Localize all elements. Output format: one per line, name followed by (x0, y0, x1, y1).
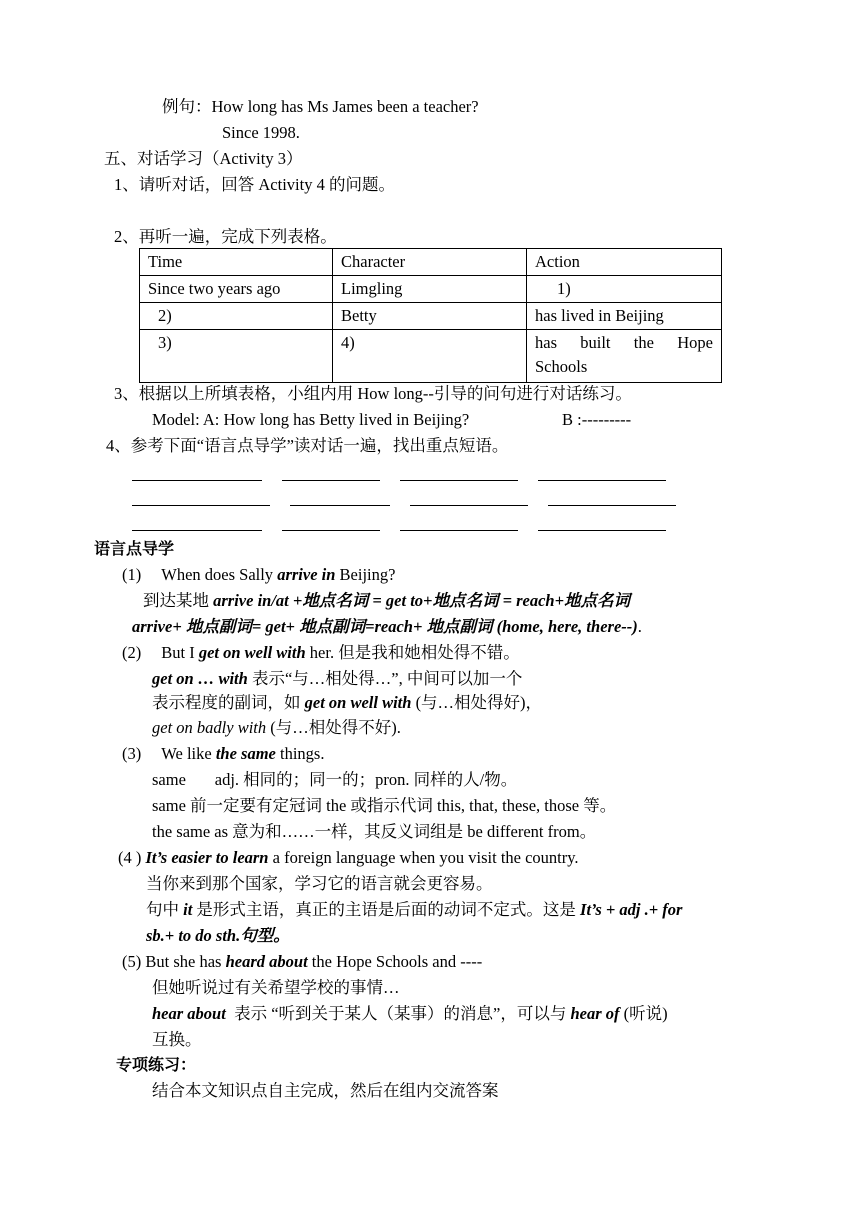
point-4-line-4: sb.+ to do sth.句型。 (146, 926, 290, 945)
action-line-2: Schools (535, 357, 588, 376)
point-4-line-3: 句中 it 是形式主语，真正的主语是后面的动词不定式。这是 It’s + adj .+ for (146, 900, 683, 919)
task-2: 2、再听一遍，完成下列表格。 (114, 227, 337, 246)
task-3: 3、根据以上所填表格，小组内用 How long--引导的问句进行对话练习。 (114, 384, 632, 403)
table-cell: 4) (333, 330, 527, 383)
practice-title: 专项练习： (116, 1055, 197, 1074)
answer-blank[interactable] (282, 480, 380, 481)
point-2-line-2: get on … with 表示“与…相处得…”, 中间可以加一个 (152, 669, 523, 688)
point-4-line-2: 当你来到那个国家，学习它的语言就会更容易。 (146, 874, 493, 893)
table-header: Time (140, 249, 333, 276)
point-1-line-3: arrive+ 地点副词= get+ 地点副词=reach+ 地点副词 (home, here, there--). (132, 617, 642, 636)
info-table (139, 248, 722, 383)
table-cell: 1) (527, 276, 722, 303)
point-2: (2) But I get on well with her. 但是我和她相处得不错。 (122, 643, 520, 662)
answer-blank[interactable] (410, 505, 528, 506)
answer-blank[interactable] (132, 480, 262, 481)
table-cell: 2) (140, 303, 333, 330)
point-5: (5) But she has heard about the Hope Schools and ---- (122, 952, 483, 971)
answer-blank[interactable] (132, 505, 270, 506)
table-cell: 3) (140, 330, 333, 383)
answer-blank[interactable] (290, 505, 390, 506)
point-4: (4 ) It’s easier to learn a foreign language when you visit the country. (118, 848, 579, 867)
example-question: How long has Ms James been a teacher? (211, 97, 479, 116)
answer-blank[interactable] (400, 530, 518, 531)
point-1-line-2: 到达某地 arrive in/at +地点名词 = get to+地点名词 = reach+地点名词 (143, 591, 630, 610)
point-3-line-3: same 前一定要有定冠词 the 或指示代词 this, that, these, those 等。 (152, 796, 617, 815)
table-header-row (140, 249, 722, 276)
point-5-line-3: hear about 表示 “听到关于某人（某事）的消息”，可以与 hear of (听说) (152, 1004, 668, 1023)
example-label: 例句：How long has Ms James been a teacher? (162, 97, 479, 116)
answer-blank[interactable] (400, 480, 518, 481)
point-2-line-4: get on badly with (与…相处得不好). (152, 718, 401, 737)
example-answer: Since 1998. (222, 123, 300, 142)
table-cell (527, 330, 722, 383)
guide-title: 语言点导学 (94, 539, 175, 558)
table-cell: Since two years ago (140, 276, 333, 303)
table-cell: Betty (333, 303, 527, 330)
point-1: (1) When does Sally arrive in Beijing? (122, 565, 396, 584)
point-5-line-4: 互换。 (152, 1030, 202, 1049)
point-5-line-2: 但她听说过有关希望学校的事情… (152, 978, 400, 997)
table-row (140, 330, 722, 383)
task-4: 4、参考下面“语言点导学”读对话一遍，找出重点短语。 (106, 436, 509, 455)
model-a: Model: A: How long has Betty lived in Beijing? (152, 410, 470, 429)
point-3-line-2: same adj. 相同的；同一的；pron. 同样的人/物。 (152, 770, 518, 789)
point-2-line-3: 表示程度的副词，如 get on well with (与…相处得好)， (152, 693, 543, 712)
action-line-1: has built the Hope (535, 333, 713, 352)
table-cell: has lived in Beijing (527, 303, 722, 330)
answer-blank[interactable] (538, 530, 666, 531)
model-b: B :--------- (562, 410, 632, 429)
task-1: 1、请听对话，回答 Activity 4 的问题。 (114, 175, 395, 194)
point-3-line-4: the same as 意为和……一样，其反义词组是 be different from。 (152, 822, 597, 841)
answer-blank[interactable] (548, 505, 676, 506)
answer-blank[interactable] (132, 530, 262, 531)
table-header: Action (527, 249, 722, 276)
answer-blank[interactable] (282, 530, 380, 531)
table-row (140, 303, 722, 330)
point-3: (3) We like the same things. (122, 744, 325, 763)
answer-blank[interactable] (538, 480, 666, 481)
practice-text: 结合本文知识点自主完成，然后在组内交流答案 (152, 1081, 499, 1100)
table-row (140, 276, 722, 303)
table-header: Character (333, 249, 527, 276)
table-cell: Limgling (333, 276, 527, 303)
section-title: 五、对话学习（Activity 3） (104, 149, 303, 168)
